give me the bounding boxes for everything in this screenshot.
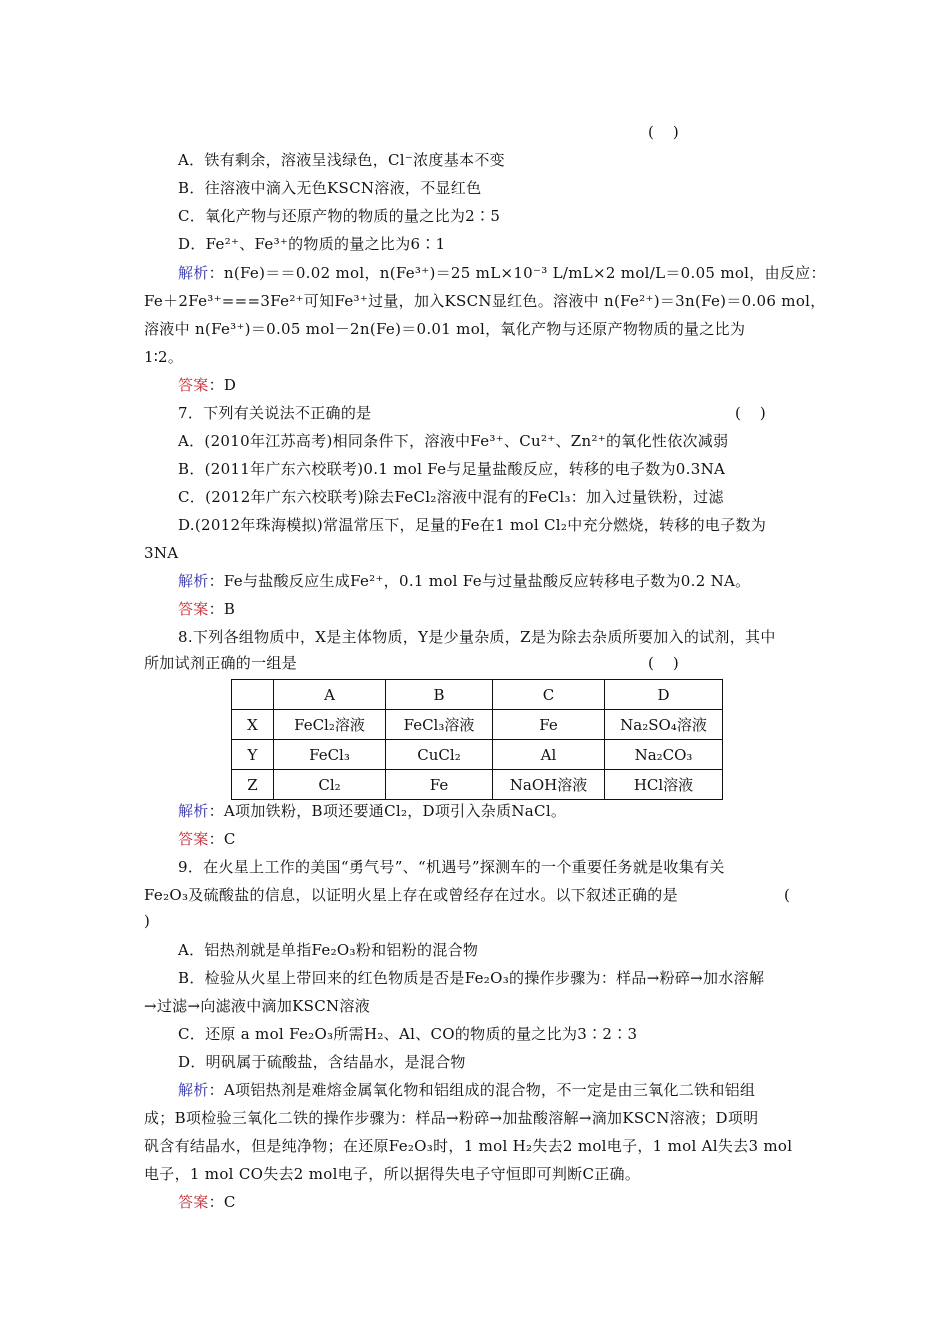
answer-paren: ( ) bbox=[735, 404, 766, 422]
analysis-line: 解析：n(Fe)＝＝0.02 mol，n(Fe³⁺)＝25 mL×10⁻³ L/mL×2 mol/L＝0.05 mol，由反应： bbox=[178, 264, 826, 282]
option-b-cont: →过滤→向滤液中滴加KSCN溶液 bbox=[144, 997, 371, 1015]
table-cell: NaOH溶液 bbox=[493, 770, 605, 800]
table-cell: FeCl₃ bbox=[274, 740, 386, 770]
option-c: C．氧化产物与还原产物的物质的量之比为2∶5 bbox=[178, 207, 501, 225]
analysis-line: 解析：Fe与盐酸反应生成Fe²⁺，0.1 mol Fe与过量盐酸反应转移电子数为0.2 NA。 bbox=[178, 572, 751, 590]
table-cell: X bbox=[232, 710, 274, 740]
analysis-line: 解析：A项铝热剂是难熔金属氧化物和铝组成的混合物，不一定是由三氧化二铁和铝组 bbox=[178, 1081, 756, 1099]
analysis-line: 成；B项检验三氧化二铁的操作步骤为：样品→粉碎→加盐酸溶解→滴加KSCN溶液；D项明 bbox=[144, 1109, 759, 1127]
table-row bbox=[232, 770, 723, 800]
question-stem: ) bbox=[144, 912, 151, 930]
question-stem: 9．在火星上工作的美国“勇气号”、“机遇号”探测车的一个重要任务就是收集有关 bbox=[178, 858, 725, 876]
analysis-line: 溶液中 n(Fe³⁺)＝0.05 mol－2n(Fe)＝0.01 mol，氧化产物与还原产物物质的量之比为 bbox=[144, 320, 746, 338]
question-stem: Fe₂O₃及硫酸盐的信息，以证明火星上存在或曾经存在过水。以下叙述正确的是 bbox=[144, 886, 678, 904]
table-cell: Al bbox=[493, 740, 605, 770]
answer-line: 答案：C bbox=[178, 830, 236, 848]
table-cell: CuCl₂ bbox=[386, 740, 493, 770]
analysis-line: Fe＋2Fe³⁺===3Fe²⁺可知Fe³⁺过量，加入KSCN显红色。溶液中 n(Fe²⁺)＝3n(Fe)＝0.06 mol， bbox=[144, 292, 826, 310]
analysis-label: 解析 bbox=[178, 264, 209, 282]
answer-paren: ( ) bbox=[648, 654, 679, 672]
option-d-cont: 3NA bbox=[144, 544, 179, 562]
option-a: A．铝热剂就是单指Fe₂O₃粉和铝粉的混合物 bbox=[178, 941, 479, 959]
option-a: A．(2010年江苏高考)相同条件下，溶液中Fe³⁺、Cu²⁺、Zn²⁺的氧化性依次减弱 bbox=[178, 432, 729, 450]
table-row bbox=[232, 710, 723, 740]
option-d: D.(2012年珠海模拟)常温常压下，足量的Fe在1 mol Cl₂中充分燃烧，转移的电子数为 bbox=[178, 516, 767, 534]
answer-line: 答案：B bbox=[178, 600, 236, 618]
table-cell: Y bbox=[232, 740, 274, 770]
option-b: B．往溶液中滴入无色KSCN溶液，不显红色 bbox=[178, 179, 482, 197]
table-header-row bbox=[232, 680, 723, 710]
option-d: D．Fe²⁺、Fe³⁺的物质的量之比为6∶1 bbox=[178, 235, 446, 253]
analysis-label: 解析 bbox=[178, 1081, 209, 1099]
question-stem: 8.下列各组物质中，X是主体物质，Y是少量杂质，Z是为除去杂质所要加入的试剂，其中 bbox=[178, 628, 776, 646]
table-cell: Z bbox=[232, 770, 274, 800]
answer-line: 答案：D bbox=[178, 376, 237, 394]
option-d: D．明矾属于硫酸盐，含结晶水，是混合物 bbox=[178, 1053, 466, 1071]
answer-label: 答案 bbox=[178, 600, 209, 618]
option-a: A．铁有剩余，溶液呈浅绿色，Cl⁻浓度基本不变 bbox=[178, 151, 505, 169]
table-cell: D bbox=[605, 680, 723, 710]
option-b: B．(2011年广东六校联考)0.1 mol Fe与足量盐酸反应，转移的电子数为0.3NA bbox=[178, 460, 726, 478]
table-cell: Na₂SO₄溶液 bbox=[605, 710, 723, 740]
option-c: C．还原 a mol Fe₂O₃所需H₂、Al、CO的物质的量之比为3∶2∶3 bbox=[178, 1025, 638, 1043]
analysis-line: 电子，1 mol CO失去2 mol电子，所以据得失电子守恒即可判断C正确。 bbox=[144, 1165, 641, 1183]
table-row bbox=[232, 740, 723, 770]
table-cell: C bbox=[493, 680, 605, 710]
option-b: B．检验从火星上带回来的红色物质是否是Fe₂O₃的操作步骤为：样品→粉碎→加水溶解 bbox=[178, 969, 765, 987]
question-stem: 所加试剂正确的一组是 bbox=[144, 654, 298, 672]
table-cell: A bbox=[274, 680, 386, 710]
analysis-line: 1∶2。 bbox=[144, 348, 184, 366]
table-cell: HCl溶液 bbox=[605, 770, 723, 800]
answer-label: 答案 bbox=[178, 830, 209, 848]
reagent-table bbox=[231, 679, 723, 800]
answer-label: 答案 bbox=[178, 376, 209, 394]
analysis-label: 解析 bbox=[178, 572, 209, 590]
table-cell: Fe bbox=[386, 770, 493, 800]
table-cell: FeCl₂溶液 bbox=[274, 710, 386, 740]
analysis-line: 矾含有结晶水，但是纯净物；在还原Fe₂O₃时，1 mol H₂失去2 mol电子，1 mol Al失去3 mol bbox=[144, 1137, 793, 1155]
answer-paren: ( ) bbox=[648, 123, 679, 141]
table-cell: Na₂CO₃ bbox=[605, 740, 723, 770]
answer-label: 答案 bbox=[178, 1193, 209, 1211]
table-cell bbox=[232, 680, 274, 710]
table-cell: FeCl₃溶液 bbox=[386, 710, 493, 740]
analysis-line: 解析：A项加铁粉，B项还要通Cl₂，D项引入杂质NaCl。 bbox=[178, 802, 567, 820]
answer-paren: ( bbox=[784, 886, 790, 904]
question-stem: 7．下列有关说法不正确的是 bbox=[178, 404, 372, 422]
analysis-label: 解析 bbox=[178, 802, 209, 820]
answer-line: 答案：C bbox=[178, 1193, 236, 1211]
option-c: C．(2012年广东六校联考)除去FeCl₂溶液中混有的FeCl₃：加入过量铁粉，过滤 bbox=[178, 488, 724, 506]
table-cell: B bbox=[386, 680, 493, 710]
table-cell: Cl₂ bbox=[274, 770, 386, 800]
table-cell: Fe bbox=[493, 710, 605, 740]
